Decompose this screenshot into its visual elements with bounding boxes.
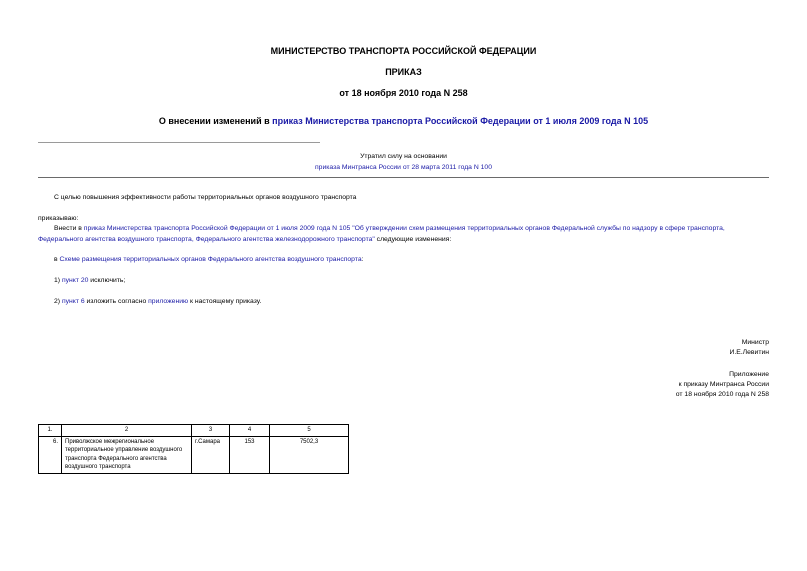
table-row bbox=[39, 436, 349, 473]
scheme-paragraph bbox=[54, 254, 364, 265]
signature-position: Министр bbox=[741, 339, 769, 346]
signature-name: И.Е.Левитин bbox=[729, 349, 769, 356]
document-title bbox=[0, 116, 807, 126]
scheme-suffix: : bbox=[361, 256, 364, 263]
table-cell-staff: 153 bbox=[230, 436, 270, 473]
table-header-cell: 4 bbox=[230, 425, 270, 437]
item2-mid: изложить согласно bbox=[84, 298, 149, 305]
divider-top bbox=[38, 142, 320, 143]
status-link-line bbox=[0, 164, 807, 171]
divider-bottom bbox=[38, 177, 769, 178]
ministry-heading: МИНИСТЕРСТВО ТРАНСПОРТА РОССИЙСКОЙ ФЕДЕРАЦИИ bbox=[270, 46, 537, 56]
table-cell-number: 6. bbox=[39, 436, 62, 473]
scheme-link[interactable]: Схеме размещения территориальных органов Федерального агентства воздушного транспорта bbox=[59, 256, 362, 263]
item1-prefix: 1) bbox=[54, 277, 62, 284]
table-header-cell: 1. bbox=[39, 425, 62, 437]
appendix-reference: к приказу Минтранса России bbox=[678, 381, 769, 388]
table-header-cell: 5 bbox=[270, 425, 349, 437]
document-type: ПРИКАЗ bbox=[385, 67, 422, 77]
table-header-cell: 3 bbox=[192, 425, 230, 437]
item2-appendix-link[interactable]: приложению bbox=[148, 298, 189, 305]
title-link[interactable]: приказ Министерства транспорта Российской Федерации от 1 июля 2009 года N 105 bbox=[272, 116, 649, 126]
status-link[interactable]: приказа Минтранса России от 28 марта 2011 года N 100 bbox=[315, 164, 492, 171]
item-1-paragraph bbox=[54, 275, 125, 286]
order-word: приказываю: bbox=[38, 215, 79, 222]
appendix-table bbox=[38, 424, 349, 474]
intro-link[interactable]: приказ Министерства транспорта Российской Федерации от 1 июля 2009 года N 105 "Об утверждении схем размещения территориальных органов Федеральной службы по надзору в сфере транспорта, Федерального агентства воздушного транспорта, Федерального агентства железнодорожного транспорта" bbox=[38, 225, 725, 243]
appendix-date: от 18 ноября 2010 года N 258 bbox=[675, 391, 769, 398]
item1-link[interactable]: пункт 20 bbox=[61, 277, 89, 284]
intro-paragraph bbox=[38, 223, 770, 245]
appendix-label: Приложение bbox=[729, 371, 769, 378]
status-line: Утратил силу на основании bbox=[360, 153, 447, 160]
item2-suffix: к настоящему приказу. bbox=[188, 298, 262, 305]
intro-suffix: следующие изменения: bbox=[374, 236, 452, 243]
item2-link[interactable]: пункт 6 bbox=[61, 298, 85, 305]
table-header-cell: 2 bbox=[62, 425, 192, 437]
purpose-paragraph: С целью повышения эффективности работы территориальных органов воздушного транспорта bbox=[54, 194, 357, 201]
title-prefix: О внесении изменений в bbox=[158, 116, 273, 126]
intro-prefix: Внести в bbox=[54, 225, 84, 232]
scheme-prefix: в bbox=[54, 256, 60, 263]
item-2-paragraph bbox=[54, 296, 261, 307]
table-cell-name: Приволжское межрегиональное территориальное управление воздушного транспорта Федерального агентства воздушного транспорта bbox=[62, 436, 192, 473]
table-cell-city: г.Самара bbox=[192, 436, 230, 473]
table-cell-fund: 7502,3 bbox=[270, 436, 349, 473]
table-header-row bbox=[39, 425, 349, 437]
item1-suffix: исключить; bbox=[88, 277, 126, 284]
item2-prefix: 2) bbox=[54, 298, 62, 305]
document-date-number: от 18 ноября 2010 года N 258 bbox=[339, 88, 468, 98]
